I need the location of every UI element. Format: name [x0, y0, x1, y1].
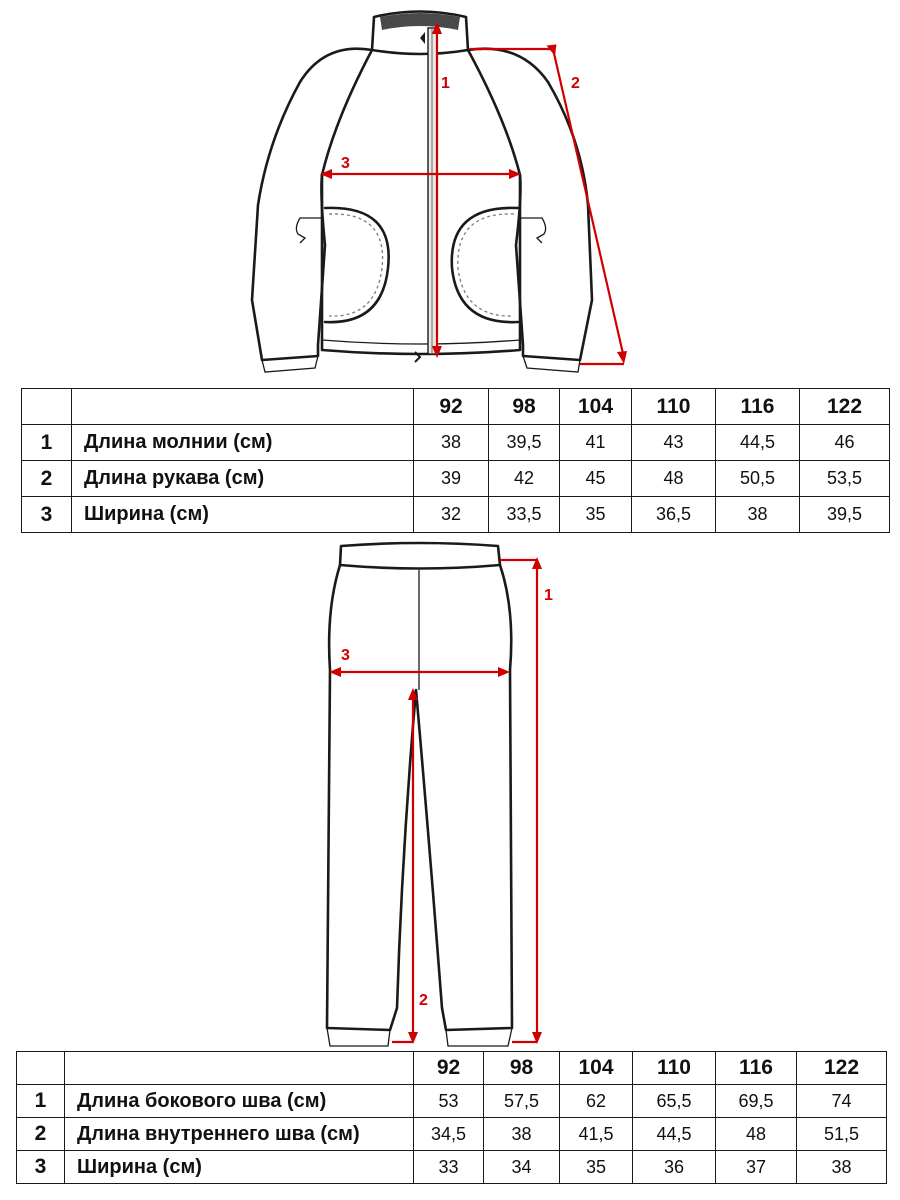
- value-cell: 35: [560, 1151, 633, 1184]
- value-cell: 44,5: [633, 1118, 716, 1151]
- table-row: [22, 461, 890, 497]
- value-cell: 39: [414, 461, 489, 497]
- value-cell: 36: [633, 1151, 716, 1184]
- table-row: [17, 1118, 887, 1151]
- row-number: 2: [17, 1118, 65, 1151]
- size-header: 116: [716, 389, 800, 425]
- jacket-illustration: [0, 0, 900, 385]
- row-label: Длина рукава (см): [72, 461, 414, 497]
- value-cell: 38: [484, 1118, 560, 1151]
- size-header: 98: [489, 389, 560, 425]
- value-cell: 34,5: [414, 1118, 484, 1151]
- size-header: 110: [633, 1052, 716, 1085]
- value-cell: 41,5: [560, 1118, 633, 1151]
- value-cell: 36,5: [632, 497, 716, 533]
- value-cell: 39,5: [800, 497, 890, 533]
- value-cell: 65,5: [633, 1085, 716, 1118]
- row-number: 1: [17, 1085, 65, 1118]
- value-cell: 33,5: [489, 497, 560, 533]
- jacket-outline: [252, 12, 592, 373]
- table-row: [17, 1151, 887, 1184]
- size-header: 92: [414, 1052, 484, 1085]
- row-number: 1: [22, 425, 72, 461]
- value-cell: 53: [414, 1085, 484, 1118]
- pants-marker-3: 3: [341, 647, 350, 664]
- header-empty-cell: [72, 389, 414, 425]
- table-row: [17, 1085, 887, 1118]
- table-row: [22, 497, 890, 533]
- jacket-measure-2: [470, 43, 627, 364]
- header-empty-cell: [17, 1052, 65, 1085]
- pants-size-table: [16, 1051, 887, 1184]
- pants-marker-1: 1: [544, 587, 553, 604]
- value-cell: 46: [800, 425, 890, 461]
- row-label: Длина молнии (см): [72, 425, 414, 461]
- value-cell: 39,5: [489, 425, 560, 461]
- pants-measure-1: [500, 557, 553, 1044]
- header-empty-cell: [65, 1052, 414, 1085]
- value-cell: 62: [560, 1085, 633, 1118]
- pants-table-header: [17, 1052, 887, 1085]
- size-header: 110: [632, 389, 716, 425]
- value-cell: 38: [797, 1151, 887, 1184]
- jacket-marker-1: 1: [441, 75, 450, 92]
- jacket-marker-3: 3: [341, 155, 350, 172]
- size-header: 98: [484, 1052, 560, 1085]
- jacket-marker-2: 2: [571, 75, 580, 92]
- value-cell: 45: [560, 461, 632, 497]
- table-row: [22, 425, 890, 461]
- row-label: Длина бокового шва (см): [65, 1085, 414, 1118]
- value-cell: 44,5: [716, 425, 800, 461]
- value-cell: 34: [484, 1151, 560, 1184]
- value-cell: 50,5: [716, 461, 800, 497]
- size-header: 104: [560, 389, 632, 425]
- size-header: 122: [797, 1052, 887, 1085]
- row-label: Ширина (см): [65, 1151, 414, 1184]
- value-cell: 43: [632, 425, 716, 461]
- size-header: 122: [800, 389, 890, 425]
- jacket-size-table: [21, 388, 890, 533]
- row-number: 2: [22, 461, 72, 497]
- row-number: 3: [17, 1151, 65, 1184]
- jacket-table-header: [22, 389, 890, 425]
- size-header: 116: [716, 1052, 797, 1085]
- value-cell: 74: [797, 1085, 887, 1118]
- value-cell: 35: [560, 497, 632, 533]
- pants-marker-2: 2: [419, 992, 428, 1009]
- value-cell: 38: [716, 497, 800, 533]
- value-cell: 51,5: [797, 1118, 887, 1151]
- header-empty-cell: [22, 389, 72, 425]
- pants-illustration: [0, 535, 900, 1050]
- size-header: 92: [414, 389, 489, 425]
- value-cell: 48: [716, 1118, 797, 1151]
- row-label: Длина внутреннего шва (см): [65, 1118, 414, 1151]
- size-header: 104: [560, 1052, 633, 1085]
- value-cell: 57,5: [484, 1085, 560, 1118]
- value-cell: 48: [632, 461, 716, 497]
- row-label: Ширина (см): [72, 497, 414, 533]
- value-cell: 32: [414, 497, 489, 533]
- value-cell: 69,5: [716, 1085, 797, 1118]
- value-cell: 42: [489, 461, 560, 497]
- row-number: 3: [22, 497, 72, 533]
- pants-outline: [327, 543, 512, 1046]
- value-cell: 33: [414, 1151, 484, 1184]
- value-cell: 37: [716, 1151, 797, 1184]
- value-cell: 53,5: [800, 461, 890, 497]
- value-cell: 38: [414, 425, 489, 461]
- jacket-measure-3: [320, 155, 521, 179]
- value-cell: 41: [560, 425, 632, 461]
